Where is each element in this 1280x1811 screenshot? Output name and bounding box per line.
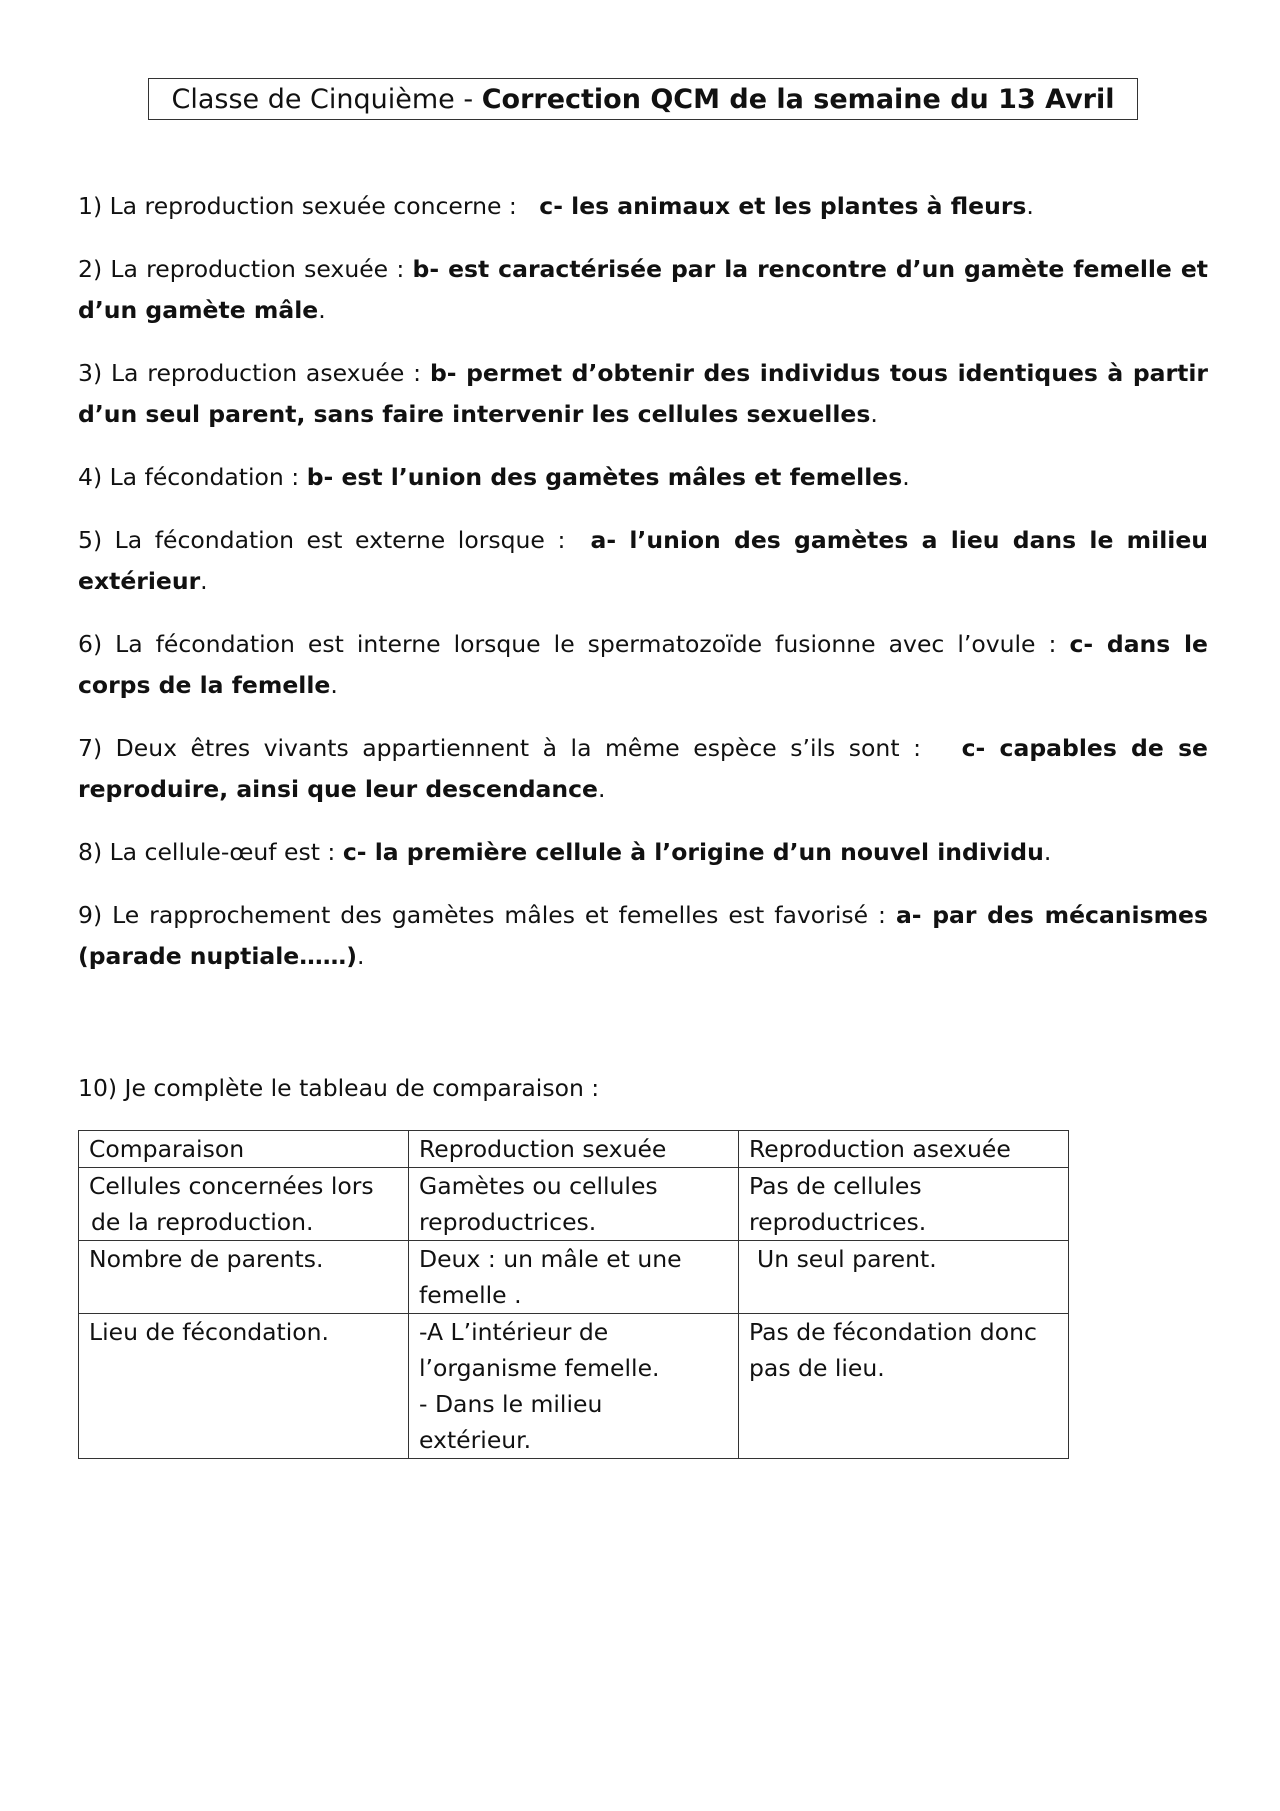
table-cell — [739, 1241, 1069, 1314]
cell-line: pas de lieu. — [749, 1354, 885, 1382]
question-end: . — [1026, 192, 1034, 220]
question-answer: c- capables de se reproduire, ainsi que leur descendance — [78, 734, 1208, 803]
table-row — [79, 1241, 1069, 1314]
table-cell — [79, 1314, 409, 1459]
question-prompt: 1) La reproduction sexuée concerne : — [78, 192, 517, 220]
table-cell — [739, 1168, 1069, 1241]
question-prompt: 2) La reproduction sexuée : — [78, 255, 405, 283]
question-list — [78, 186, 1208, 999]
table-cell — [739, 1314, 1069, 1459]
question-end: . — [870, 400, 878, 428]
cell-line: Nombre de parents. — [89, 1245, 324, 1273]
page-title — [148, 78, 1138, 120]
question-end: . — [318, 296, 326, 324]
question-8 — [78, 832, 1208, 873]
question-prompt: 3) La reproduction asexuée : — [78, 359, 422, 387]
question-9 — [78, 895, 1208, 977]
question-answer: a- l’union des gamètes a lieu dans le milieu extérieur — [78, 526, 1209, 595]
question-1 — [78, 186, 1208, 227]
cell-line: l’organisme femelle. — [419, 1354, 660, 1382]
table-header-cell: Comparaison — [79, 1131, 409, 1168]
question-prompt: 7) Deux êtres vivants appartiennent à la même espèce s’ils sont : — [78, 734, 921, 762]
cell-line: Un seul parent. — [757, 1245, 937, 1273]
cell-line: femelle . — [419, 1281, 522, 1309]
question-answer: a- par des mécanismes (parade nuptiale……) — [78, 901, 1208, 970]
cell-line: extérieur. — [419, 1426, 532, 1454]
question-prompt: 5) La fécondation est externe lorsque : — [78, 526, 566, 554]
table-header-cell: Reproduction sexuée — [409, 1131, 739, 1168]
table-cell — [79, 1168, 409, 1241]
question-answer: b- est caractérisée par la rencontre d’un gamète femelle et d’un gamète mâle — [78, 255, 1208, 324]
question-answer: c- dans le corps de la femelle — [78, 630, 1208, 699]
question-end: . — [200, 567, 208, 595]
title-prefix: Classe de Cinquième - — [171, 83, 482, 115]
cell-line: -A L’intérieur de — [419, 1318, 609, 1346]
question-5 — [78, 520, 1208, 602]
question-prompt: 9) Le rapprochement des gamètes mâles et femelles est favorisé : — [78, 901, 886, 929]
table-cell — [409, 1168, 739, 1241]
table-row — [79, 1168, 1069, 1241]
question-answer: c- la première cellule à l’origine d’un nouvel individu — [342, 838, 1044, 866]
table-cell — [79, 1241, 409, 1314]
title-main: Correction QCM de la semaine du 13 Avril — [481, 83, 1115, 115]
question-end: . — [1043, 838, 1052, 866]
table-row — [79, 1314, 1069, 1459]
cell-line: de la reproduction. — [91, 1208, 314, 1236]
cell-line: Lieu de fécondation. — [89, 1318, 330, 1346]
cell-line: Pas de cellules — [749, 1172, 922, 1200]
cell-line: reproductrices. — [419, 1208, 597, 1236]
question-7 — [78, 728, 1208, 810]
table-cell — [409, 1241, 739, 1314]
question-2 — [78, 249, 1208, 331]
table-header-row — [79, 1131, 1069, 1168]
question-answer: b- permet d’obtenir des individus tous identiques à partir d’un seul parent, sans faire intervenir les cellules sexuelles — [78, 359, 1208, 428]
table-cell — [409, 1314, 739, 1459]
question-3 — [78, 353, 1208, 435]
question-6 — [78, 624, 1208, 706]
cell-line: - Dans le milieu — [419, 1390, 603, 1418]
comparison-table — [78, 1130, 1069, 1459]
cell-line: Deux : un mâle et une — [419, 1245, 682, 1273]
cell-line: Pas de fécondation donc — [749, 1318, 1037, 1346]
question-end: . — [356, 942, 365, 970]
question-answer: b- est l’union des gamètes mâles et femelles — [306, 463, 903, 491]
question-end: . — [330, 671, 338, 699]
question-prompt: 8) La cellule-œuf est : — [78, 838, 336, 866]
question-prompt: 4) La fécondation : — [78, 463, 300, 491]
cell-line: Cellules concernées lors — [89, 1172, 374, 1200]
table-header-cell: Reproduction asexuée — [739, 1131, 1069, 1168]
cell-line: reproductrices. — [749, 1208, 927, 1236]
question-10: 10) Je complète le tableau de comparaison : — [78, 1074, 600, 1102]
question-prompt: 6) La fécondation est interne lorsque le spermatozoïde fusionne avec l’ovule : — [78, 630, 1057, 658]
question-end: . — [597, 775, 606, 803]
question-4 — [78, 457, 1208, 498]
question-answer: c- les animaux et les plantes à fleurs — [539, 192, 1027, 220]
question-end: . — [902, 463, 910, 491]
cell-line: Gamètes ou cellules — [419, 1172, 658, 1200]
